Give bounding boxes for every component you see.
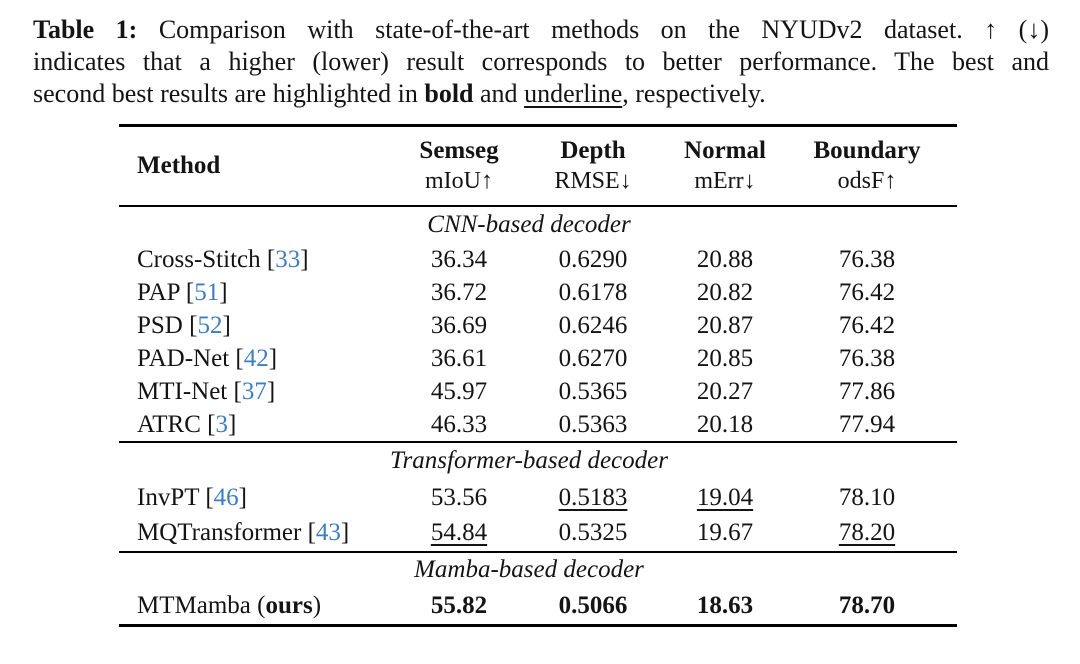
- metric-value: 53.56: [430, 483, 488, 511]
- value-cell: [531, 244, 655, 277]
- caption-text-1: Comparison with state-of-the-art methods on the NYUDv2 dataset. ↑ (↓): [137, 15, 1049, 44]
- value-cell: [795, 409, 957, 442]
- metric-value: 46.33: [430, 410, 488, 438]
- section-title-row: [119, 552, 957, 588]
- table-caption: [33, 14, 1049, 110]
- citation-link[interactable]: 33: [275, 246, 301, 273]
- method-cell: InvPT [46]: [137, 483, 247, 511]
- value-cell: [795, 480, 957, 516]
- value-cell: [531, 343, 655, 376]
- method-cell: MQTransformer [43]: [119, 516, 387, 552]
- value-cell: [387, 376, 531, 409]
- method-suffix: ): [312, 591, 322, 619]
- method-name: Cross-Stitch: [137, 246, 261, 273]
- caption-label: Table 1:: [33, 15, 138, 44]
- value-cell: [387, 277, 531, 310]
- metric-name-odsf: odsF↑: [837, 167, 897, 194]
- task-name-boundary: Boundary: [813, 136, 921, 164]
- table-row: [119, 409, 957, 442]
- value-cell: [387, 480, 531, 516]
- task-name-normal: Normal: [684, 136, 766, 164]
- metric-value: 19.04: [696, 483, 754, 511]
- value-cell: [655, 244, 795, 277]
- section-title: Mamba-based decoder: [414, 556, 644, 583]
- metric-value: 76.42: [838, 312, 896, 339]
- metric-value: 0.6178: [558, 279, 628, 306]
- metric-value: 20.27: [696, 378, 754, 405]
- column-header-depth: [531, 126, 655, 206]
- metric-name-merr: mErr↓: [694, 167, 756, 194]
- value-cell: [795, 516, 957, 552]
- value-cell: [531, 376, 655, 409]
- value-cell: [655, 343, 795, 376]
- metric-value: 20.88: [696, 246, 754, 273]
- section-title: CNN-based decoder: [427, 211, 631, 238]
- citation-link[interactable]: 52: [197, 312, 223, 339]
- metric-value: 45.97: [430, 378, 488, 405]
- metric-value: 20.18: [696, 410, 754, 438]
- method-cell: Cross-Stitch [33]: [137, 246, 309, 273]
- value-cell: [387, 310, 531, 343]
- metric-value: 18.63: [696, 591, 754, 619]
- method-name: MTI-Net: [137, 378, 228, 405]
- caption-line-2: [33, 46, 1049, 78]
- metric-value: 36.61: [430, 345, 488, 372]
- method-cell: ATRC [3]: [119, 409, 387, 442]
- caption-text-3b: and: [473, 79, 525, 108]
- task-name-depth: Depth: [560, 136, 626, 164]
- citation-link[interactable]: 46: [213, 483, 239, 511]
- citation-link[interactable]: 51: [194, 279, 220, 306]
- section-title-row: [119, 206, 957, 244]
- table-row: [119, 244, 957, 277]
- method-cell: [119, 588, 387, 626]
- value-cell: [655, 277, 795, 310]
- table-row: [119, 480, 957, 516]
- citation-link[interactable]: 42: [243, 345, 269, 372]
- metric-value: 76.38: [838, 345, 896, 372]
- value-cell: [531, 480, 655, 516]
- table-header-row: [119, 126, 957, 206]
- table-row: [119, 343, 957, 376]
- section-title-row: [119, 442, 957, 480]
- metric-value: 0.5363: [558, 410, 628, 438]
- table-body: [119, 206, 957, 626]
- method-name: PAD-Net: [137, 345, 230, 372]
- citation-link[interactable]: 43: [315, 519, 341, 546]
- value-cell: [795, 277, 957, 310]
- metric-value: 0.5325: [558, 519, 628, 546]
- results-table: [119, 124, 957, 627]
- value-cell: [387, 343, 531, 376]
- method-name: ATRC: [137, 410, 201, 438]
- value-cell: [531, 409, 655, 442]
- metric-value: 76.42: [838, 279, 896, 306]
- value-cell: [387, 516, 531, 552]
- method-name: PAP: [137, 279, 180, 306]
- value-cell: [795, 588, 957, 626]
- method-name: InvPT: [137, 483, 200, 511]
- metric-value: 36.34: [430, 246, 488, 273]
- caption-line-1: [33, 14, 1049, 46]
- metric-value: 0.6270: [558, 345, 628, 372]
- metric-value: 76.38: [838, 246, 896, 273]
- caption-bold-word: bold: [424, 79, 474, 108]
- ours-label: ours: [265, 591, 313, 619]
- metric-value: 20.85: [696, 345, 754, 372]
- method-cell: MTI-Net [37]: [137, 378, 276, 405]
- column-header-method: Method: [119, 126, 387, 206]
- metric-value: 78.70: [838, 591, 896, 619]
- method-name: MTMamba (: [137, 591, 266, 619]
- table-row: [119, 376, 957, 409]
- column-header-boundary: [795, 126, 957, 206]
- column-header-semseg: [387, 126, 531, 206]
- metric-value: 0.5066: [558, 591, 628, 619]
- method-cell: PAD-Net [42]: [137, 345, 278, 372]
- value-cell: [795, 310, 957, 343]
- section-title: Transformer-based decoder: [390, 447, 668, 474]
- results-table-wrapper: [119, 124, 957, 627]
- caption-text-2: indicates that a higher (lower) result corresponds to better performance. The best and: [33, 47, 1049, 76]
- value-cell: [531, 310, 655, 343]
- citation-link[interactable]: 37: [241, 378, 267, 405]
- value-cell: [795, 376, 957, 409]
- caption-line-3: [33, 78, 1049, 110]
- method-cell: PSD [52]: [137, 312, 231, 339]
- task-name-semseg: Semseg: [419, 136, 499, 164]
- value-cell: [655, 588, 795, 626]
- metric-value: 0.5365: [558, 378, 628, 405]
- method-name: MQTransformer: [137, 519, 302, 546]
- value-cell: [531, 277, 655, 310]
- table-row: [119, 277, 957, 310]
- metric-value: 20.82: [696, 279, 754, 306]
- caption-text-3a: second best results are highlighted in: [33, 79, 425, 108]
- metric-value: 20.87: [696, 312, 754, 339]
- value-cell: [531, 516, 655, 552]
- metric-value: 0.6290: [558, 246, 628, 273]
- metric-name-rmse: RMSE↓: [554, 167, 632, 194]
- value-cell: [655, 480, 795, 516]
- metric-value: 55.82: [430, 591, 488, 619]
- caption-text-3c: , respectively.: [622, 79, 766, 108]
- metric-value: 36.69: [430, 312, 488, 339]
- metric-value: 0.6246: [558, 312, 628, 339]
- value-cell: [387, 409, 531, 442]
- value-cell: [795, 343, 957, 376]
- metric-value: 78.20: [838, 519, 896, 546]
- method-cell: PAP [51]: [137, 279, 228, 306]
- value-cell: [387, 244, 531, 277]
- table-row: [119, 516, 957, 552]
- metric-value: 78.10: [838, 483, 896, 511]
- caption-underline-word: underline: [524, 79, 623, 108]
- metric-value: 36.72: [430, 279, 488, 306]
- value-cell: [655, 516, 795, 552]
- value-cell: [655, 310, 795, 343]
- table-row: [119, 310, 957, 343]
- value-cell: [655, 376, 795, 409]
- metric-value: 0.5183: [558, 483, 628, 511]
- citation-link[interactable]: 3: [215, 410, 228, 438]
- column-header-normal: [655, 126, 795, 206]
- value-cell: [655, 409, 795, 442]
- metric-value: 77.94: [838, 410, 896, 438]
- metric-name-miou: mIoU↑: [425, 167, 493, 194]
- method-name: PSD: [137, 312, 183, 339]
- value-cell: [531, 588, 655, 626]
- metric-value: 54.84: [430, 519, 488, 546]
- value-cell: [387, 588, 531, 626]
- table-row: [119, 588, 957, 626]
- value-cell: [795, 244, 957, 277]
- metric-value: 19.67: [696, 519, 754, 546]
- metric-value: 77.86: [838, 378, 896, 405]
